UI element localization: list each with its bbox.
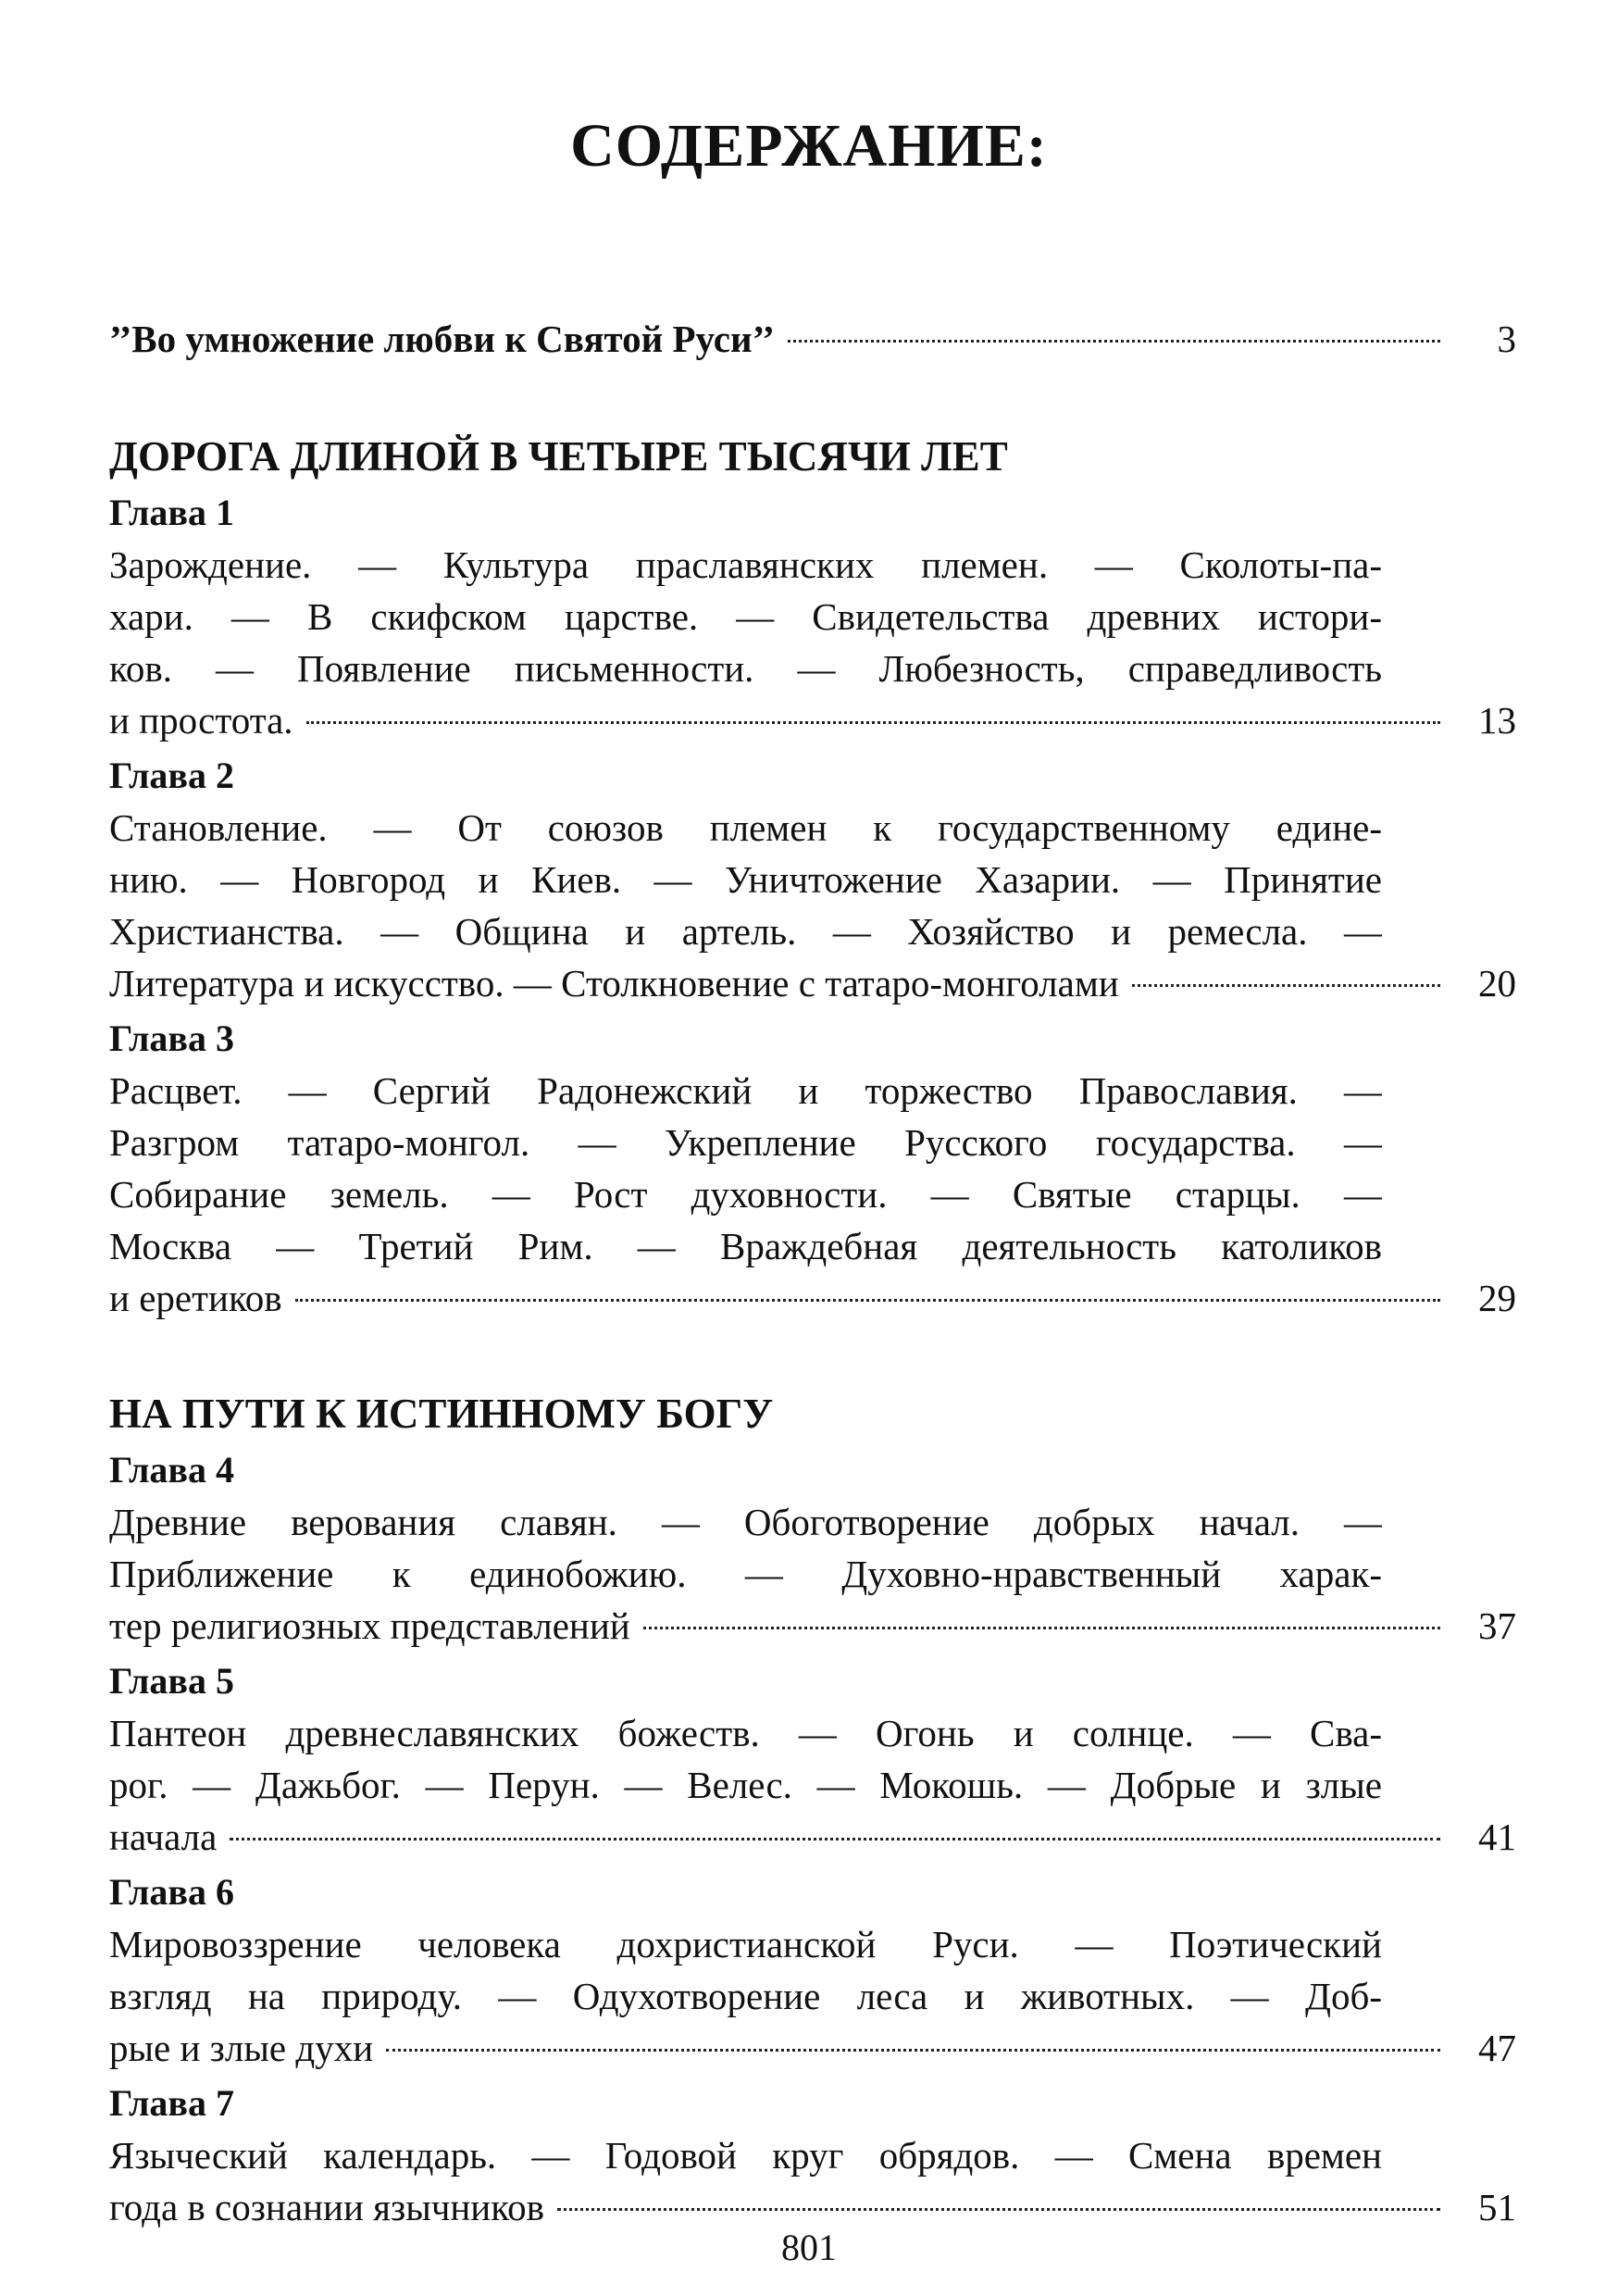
chapter-summary-line: Зарождение. — Культура праславянских племен. — Сколоты-па- <box>109 543 1382 586</box>
chapter-last-line-text: Литература и искусство. — Столкновение с татаро-монголами <box>109 962 1119 1004</box>
chapter-summary-line: Пантеон древнеславянских божеств. — Огонь и солнце. — Сва- <box>109 1712 1382 1754</box>
chapter-page-number: 37 <box>1478 1604 1516 1647</box>
chapter-label: Глава 1 <box>109 492 234 533</box>
chapter-last-line <box>109 694 1516 746</box>
dot-leader <box>1132 984 1440 987</box>
dot-leader <box>643 1627 1440 1629</box>
chapter-label: Глава 4 <box>109 1449 234 1491</box>
chapter-label: Глава 3 <box>109 1017 234 1059</box>
toc-intro-text: ’’Во умножение любви к Святой Руси’’ <box>109 318 775 360</box>
chapter-summary-line: нию. — Новгород и Киев. — Уничтожение Хазарии. — Принятие <box>109 858 1382 901</box>
toc-part-2 <box>109 1387 1516 2233</box>
chapter-summary-line: Собирание земель. — Рост духовности. — Святые старцы. — <box>109 1173 1382 1216</box>
dot-leader <box>230 1838 1440 1841</box>
chapter-page-number: 29 <box>1478 1277 1516 1319</box>
chapter-last-line <box>109 957 1516 1009</box>
toc-chapter-3 <box>109 1015 1516 1324</box>
chapter-summary-line: ков. — Появление письменности. — Любезность, справедливость <box>109 647 1382 690</box>
chapter-last-line <box>109 2022 1516 2074</box>
chapter-summary-line: Разгром татаро-монгол. — Укрепление Русского государства. — <box>109 1121 1382 1164</box>
chapter-summary-line: Древние верования славян. — Обоготворение добрых начал. — <box>109 1501 1382 1543</box>
dot-leader <box>386 2049 1440 2052</box>
chapter-summary-line: Христианства. — Община и артель. — Хозяйство и ремесла. — <box>109 910 1382 953</box>
toc-chapter-7 <box>109 2079 1516 2233</box>
chapter-last-line-text: начала <box>109 1816 218 1858</box>
chapter-last-line <box>109 1600 1516 1652</box>
chapter-summary-line: Москва — Третий Рим. — Враждебная деятельность католиков <box>109 1225 1382 1267</box>
chapter-label: Глава 2 <box>109 755 234 796</box>
chapter-summary-line: Расцвет. — Сергий Радонежский и торжество Православия. — <box>109 1069 1382 1112</box>
part-title: НА ПУТИ К ИСТИННОМУ БОГУ <box>109 1391 774 1437</box>
chapter-page-number: 47 <box>1478 2027 1516 2069</box>
toc-part-1 <box>109 430 1516 1324</box>
toc-intro-entry <box>109 313 1516 365</box>
page-title: СОДЕРЖАНИЕ: <box>570 112 1048 180</box>
toc-chapter-1 <box>109 489 1516 746</box>
dot-leader <box>306 721 1440 724</box>
toc-intro-page: 3 <box>1497 318 1516 360</box>
chapter-summary-line: хари. — В скифском царстве. — Свидетельства древних истори- <box>109 595 1382 638</box>
chapter-label: Глава 7 <box>109 2082 234 2124</box>
chapter-page-number: 20 <box>1478 962 1516 1004</box>
dot-leader <box>295 1299 1440 1302</box>
part-title: ДОРОГА ДЛИНОЙ В ЧЕТЫРЕ ТЫСЯЧИ ЛЕТ <box>109 433 1008 480</box>
chapter-last-line <box>109 1811 1516 1863</box>
toc-chapter-6 <box>109 1868 1516 2074</box>
chapter-last-line-text: и еретиков <box>109 1277 282 1319</box>
chapter-summary-line: Мировоззрение человека дохристианской Руси. — Поэтический <box>109 1923 1382 1965</box>
chapter-last-line-text: рые и злые духи <box>109 2027 374 2069</box>
chapter-page-number: 13 <box>1478 699 1516 742</box>
table-of-contents <box>109 313 1516 2233</box>
chapter-summary-line: Языческий календарь. — Годовой круг обрядов. — Смена времен <box>109 2134 1382 2177</box>
chapter-summary-line: взгляд на природу. — Одухотворение леса и животных. — Доб- <box>109 1975 1382 2017</box>
chapter-summary-line: Приближение к единобожию. — Духовно-нравственный харак- <box>109 1553 1382 1595</box>
toc-chapter-4 <box>109 1446 1516 1652</box>
toc-chapter-5 <box>109 1657 1516 1863</box>
chapter-last-line-text: тер религиозных представлений <box>109 1604 630 1647</box>
chapter-summary-line: рог. — Дажьбог. — Перун. — Велес. — Мокошь. — Добрые и злые <box>109 1764 1382 1806</box>
toc-chapter-2 <box>109 752 1516 1009</box>
chapter-last-line-text: года в сознании язычников <box>109 2186 544 2228</box>
chapter-page-number: 41 <box>1478 1816 1516 1858</box>
chapter-last-line <box>109 1272 1516 1324</box>
chapter-label: Глава 5 <box>109 1660 234 1702</box>
page-number: 801 <box>781 2227 837 2268</box>
chapter-label: Глава 6 <box>109 1871 234 1913</box>
chapter-summary-line: Становление. — От союзов племен к государственному едине- <box>109 806 1382 849</box>
dot-leader <box>788 340 1440 343</box>
chapter-page-number: 51 <box>1478 2186 1516 2228</box>
chapter-last-line-text: и простота. <box>109 699 293 742</box>
dot-leader <box>557 2208 1440 2211</box>
